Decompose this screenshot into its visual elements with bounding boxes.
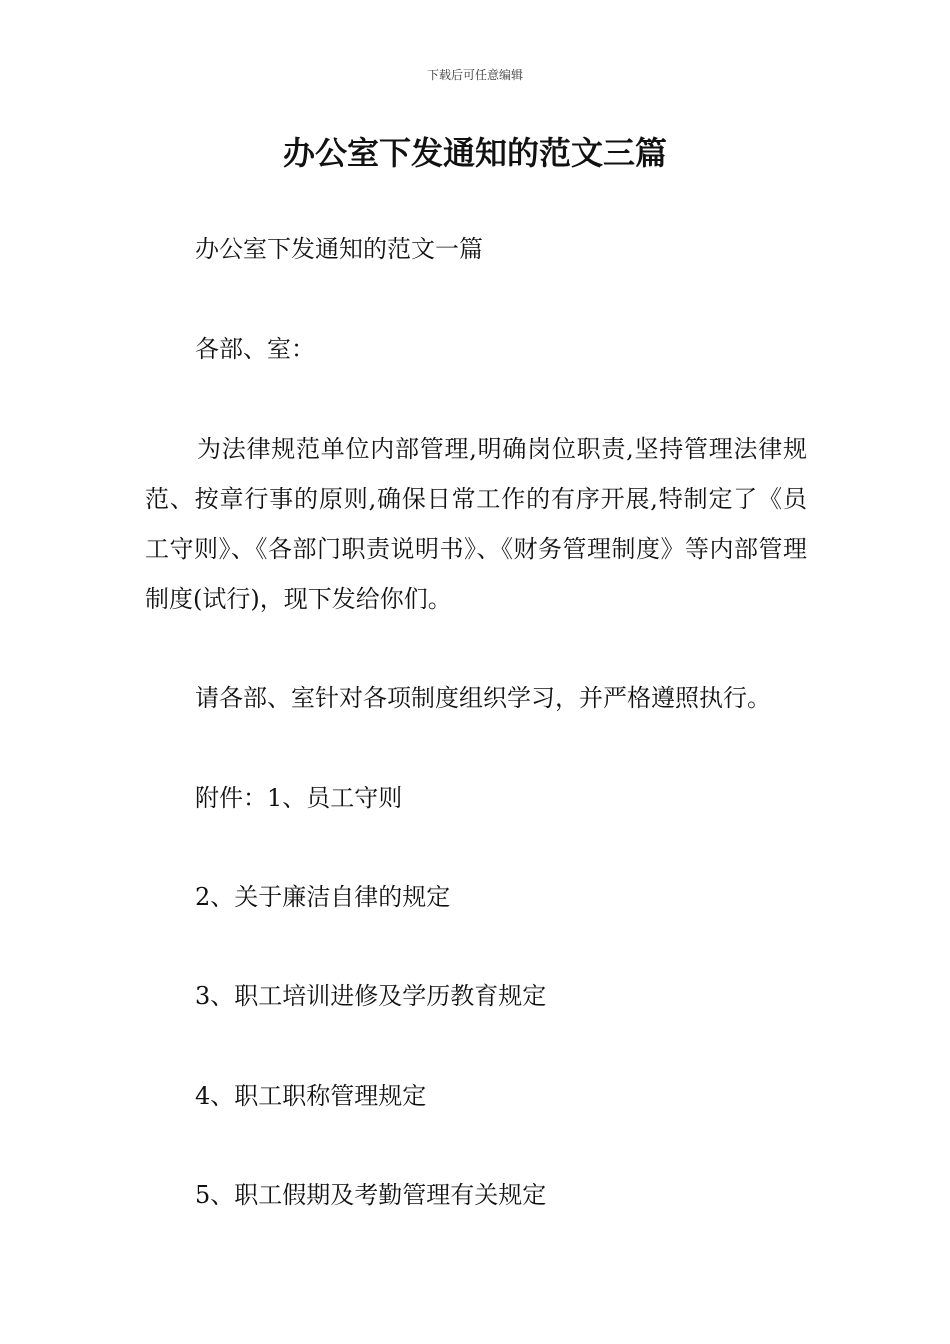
attachment-item: 2、关于廉洁自律的规定 [195,883,451,911]
header-note: 下载后可任意编辑 [426,68,523,82]
attachment-item: 附件：1、员工守则 [195,784,403,812]
attachment-item: 4、职工职称管理规定 [195,1082,427,1110]
attachment-item: 3、职工培训进修及学历教育规定 [195,982,547,1010]
paragraph-main: 为法律规范单位内部管理,明确岗位职责,坚持管理法律规范、按章行事的原则,确保日常工作的有序开展,特制定了《员工守则》、《各部门职责说明书》、《财务管理制度》等内部管理制度(试行)，现下发给你们。 [145,435,807,613]
paragraph-instruction: 请各部、室针对各项制度组织学习，并严格遵照执行。 [195,684,771,712]
section-subtitle: 办公室下发通知的范文一篇 [195,235,483,263]
attachment-item: 5、职工假期及考勤管理有关规定 [195,1181,547,1209]
document-title: 办公室下发通知的范文三篇 [282,134,667,172]
salutation: 各部、室： [195,335,315,363]
